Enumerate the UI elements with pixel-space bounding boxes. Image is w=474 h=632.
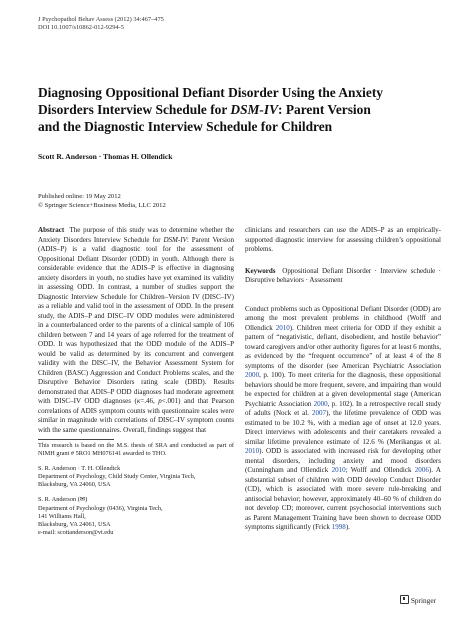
abstract-text-2: : Parent Version (ADIS–P) is a valid diagnostic tool for the assessment of Oppositional Defiant Disorder (ODD) in youth. Although there is considerable evidence that the ADIS–P is effective in diagnosing anxiety disorders in youth, no studies have yet examined its validity in assessing ODD. In contrast, a number of studies support the Diagnostic Interview Schedule for Children–Version IV (DISC–IV) as a reliable and valid tool in the assessment of ODD. In the present study, the ADIS–P and DISC–IV ODD modules were administered in a counterbalanced order to the parents of a clinical sample of 106 children between 7 and 14 years of age referred for the treatment of ODD. It was hypothesized that the ODD module of the ADIS–P would be valid as determined by its concurrent and convergent validity with the DISC–IV, the Behavior Assessment System for Children (BASC) Aggression and Conduct Problems scales, and the Disruptive Behavior Disorders rating scale (DBD). Results demonstrated that ADIS–P ODD diagnoses had moderate agreement with DISC–IV ODD diagnoses ( (38, 235, 234, 405)
doi-line: DOI 10.1007/s10862-012-9294-5 (38, 24, 124, 31)
body-text-1: Conduct problems such as Oppositional Defiant Disorder (ODD) are among the most prevalent problems in childhood (Wolff and Ollendick (245, 304, 441, 332)
abstract-text-3: =.46, (140, 397, 159, 405)
abstract-p: p (158, 397, 162, 405)
title-line-3: and the Diagnostic Interview Schedule for Children (38, 119, 333, 134)
citation-link[interactable]: 2010 (245, 447, 260, 455)
journal-header (38, 16, 338, 32)
abstract-label: Abstract (38, 226, 65, 234)
keywords-label: Keywords (245, 266, 276, 275)
keywords-text: Oppositional Defiant Disorder · Interview schedule · Disruptive behaviors · Assessment (245, 266, 441, 284)
title-dsm: DSM-IV (230, 102, 279, 117)
footnote-block (38, 442, 234, 537)
author-list: Scott R. Anderson · Thomas H. Ollendick (38, 152, 173, 161)
body-text-3: , p. 100). To meet criteria for the diagnosis, these oppositional behaviors should be more frequent, severe, and impairing than would be expected for children at a given developmental stage (American Psychiatric Association (245, 371, 441, 408)
springer-horse-icon (400, 595, 409, 604)
abstract-text-4: <.001) and that Pearson correlations of ADIS symptom counts with questionnaire scales were similar in magnitude with correlations of DISC–IV symptom counts with the same questionnaires. Overall, findings suggest that (38, 397, 234, 434)
address-2-line-1: S. R. Anderson (✉) (38, 496, 88, 504)
email-link[interactable]: e-mail: scottanderson@vt.edu (38, 528, 114, 536)
abstract-dsm: DSM-IV (163, 235, 187, 244)
body-text-5: ), the lifetime prevalence of ODD was estimated to be 10.2 %, with a median age of onset at 12.0 years. Direct interviews with adolescents and their caretakers revealed a similar lifetime prevalence estimate of 12.6 % (Merikangas et al. (245, 409, 441, 446)
citation-link[interactable]: 2006 (414, 466, 429, 474)
published-date: Published online: 19 May 2012 (38, 193, 121, 200)
body-text-7: ; Wolff and Ollendick (345, 466, 415, 474)
copyright-line: © Springer Science+Business Media, LLC 2012 (38, 201, 166, 209)
funding-note: This research is based on the M.S. thesis of SRA and conducted as part of NIMH grant # 5RO1 MH076141 awarded to THO. (38, 442, 234, 458)
article-title (38, 84, 438, 135)
address-2-line-3: 141 Williams Hall, (38, 512, 86, 520)
title-line-2-start: Disorders Interview Schedule for (38, 102, 231, 117)
body-text-8: ). A substantial subset of children with ODD develop Conduct Disorder (CD), which is associated with more severe rule-breaking and antisocial behavior; however, approximately 40–60 % of children do not develop CD; moreover, current psychosocial interventions such as Parent Management Training have been shown to decrease ODD symptoms significantly (Frick (245, 466, 441, 531)
publisher-logo (400, 595, 436, 605)
abstract-text-1: The purpose of this study was to determine whether the Anxiety Disorders Interview Schedule for (38, 226, 234, 244)
address-1-line-3: Blacksburg, VA 24060, USA (38, 481, 111, 489)
abstract-paragraph (38, 226, 234, 435)
journal-citation: J Psychopathol Behav Assess (2012) 34:467–475 (38, 16, 164, 23)
citation-link[interactable]: 2000 (313, 399, 328, 408)
body-text-9: ). (345, 523, 350, 531)
address-1-line-1: S. R. Anderson · T. H. Ollendick (38, 465, 121, 473)
title-line-2 (38, 101, 438, 118)
publication-info (38, 193, 166, 210)
keywords-paragraph (245, 267, 441, 286)
citation-link[interactable]: 1998 (331, 523, 346, 531)
abstract-continuation: clinicians and researchers can use the ADIS–P as an empirically-supported diagnostic interview for assessing children’s oppositional problems. (245, 226, 441, 253)
address-1-line-2: Department of Psychology, Child Study Center, Virginia Tech, (38, 473, 196, 481)
address-2-line-2: Department of Psychology (0436), Virginia Tech, (38, 504, 163, 512)
citation-link[interactable]: 2010 (275, 323, 290, 332)
citation-link[interactable]: 2000 (245, 371, 260, 379)
title-line-1: Diagnosing Oppositional Defiant Disorder Using the Anxiety (38, 85, 383, 100)
body-text-4: , p. 102). In a retrospective recall study of adults (Nock et al. (245, 399, 441, 417)
left-column (38, 226, 234, 537)
citation-link[interactable]: 2010 (331, 466, 346, 474)
title-line-2-end: : Parent Version (278, 102, 371, 117)
citation-link[interactable]: 2007 (311, 409, 327, 417)
right-column (245, 226, 441, 533)
intro-paragraph (245, 305, 441, 533)
footnote-divider (38, 439, 114, 440)
address-2-line-4: Blacksburg, VA 24061, USA (38, 520, 111, 528)
body-text-2: ). Children meet criteria for ODD if they exhibit a pattern of “negativistic, defiant, disobedient, and hostile behavior” toward caregivers and/or other authority figures for at least 6 months, as evidenced by the “frequent occurrence” of at least 4 of the 8 symptoms of the disorder (see American Psychiatric Association (245, 323, 441, 370)
abstract-kappa: κ (136, 397, 141, 405)
publisher-name: Springer (410, 596, 436, 605)
body-text-6: ). ODD is associated with increased risk for developing other mental disorders, including anxiety and mood disorders (Cunningham and Ollendick (245, 447, 441, 474)
